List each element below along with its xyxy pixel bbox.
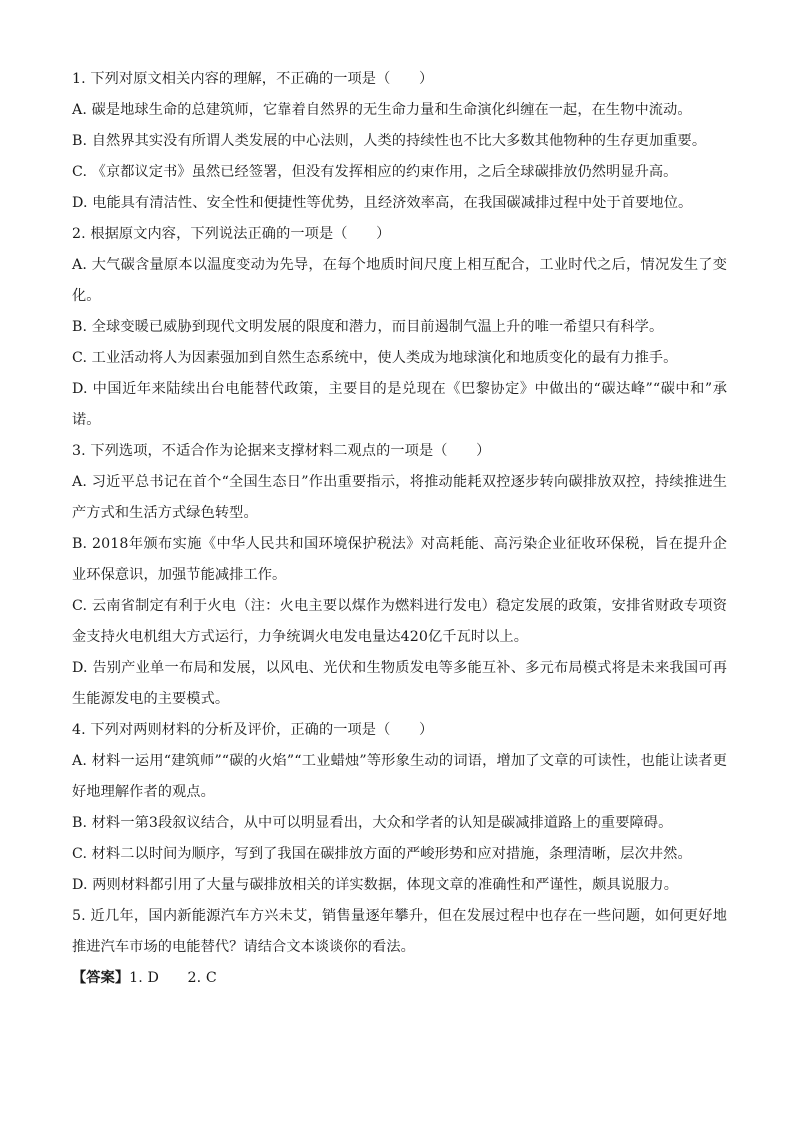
option-a: A. 习近平总书记在首个“全国生态日”作出重要指示，将推动能耗双控逐步转向碳排放双控，持续推进生产方式和生活方式绿色转型。: [72, 474, 727, 521]
question-stem: 4. 下列对两则材料的分析及评价，正确的一项是（ ）: [72, 722, 434, 738]
document-page: [72, 64, 727, 994]
question-stem: 1. 下列对原文相关内容的理解，不正确的一项是（ ）: [72, 71, 434, 87]
question-stem: 2. 根据原文内容，下列说法正确的一项是（ ）: [72, 226, 391, 242]
question-3: [72, 436, 727, 715]
question-5: [72, 901, 727, 963]
option-b: B. 全球变暖已威胁到现代文明发展的限度和潜力，而目前遏制气温上升的唯一希望只有科学。: [72, 319, 664, 335]
answer-tag: 【答案】: [72, 970, 130, 986]
option-b: B. 2018年颁布实施《中华人民共和国环境保护税法》对高耗能、高污染企业征收环保税，旨在提升企业环保意识，加强节能减排工作。: [72, 536, 727, 583]
option-b: B. 自然界其实没有所谓人类发展的中心法则，人类的持续性也不比大多数其他物种的生存更加重要。: [72, 133, 707, 149]
option-c: C. 《京都议定书》虽然已经签署，但没有发挥相应的约束作用，之后全球碳排放仍然明显升高。: [72, 164, 678, 180]
option-a: A. 大气碳含量原本以温度变动为先导，在每个地质时间尺度上相互配合，工业时代之后，情况发生了变化。: [72, 257, 727, 304]
option-d: D. 电能具有清洁性、安全性和便捷性等优势，且经济效率高，在我国碳减排过程中处于首要地位。: [72, 195, 693, 211]
option-c: C. 材料二以时间为顺序，写到了我国在碳排放方面的严峻形势和应对措施，条理清晰，层次井然。: [72, 846, 692, 862]
answer-text: 1. D 2. C: [129, 970, 217, 986]
question-4: [72, 715, 727, 901]
option-c: C. 云南省制定有利于火电（注：火电主要以煤作为燃料进行发电）稳定发展的政策，安排省财政专项资金支持火电机组大方式运行，力争统调火电发电量达420亿千瓦时以上。: [72, 598, 727, 645]
question-1: [72, 64, 727, 219]
question-stem: 3. 下列选项，不适合作为论据来支撑材料二观点的一项是（ ）: [72, 443, 491, 459]
answer-line: [72, 963, 727, 994]
option-d: D. 两则材料都引用了大量与碳排放相关的详实数据，体现文章的准确性和严谨性，颇具说服力。: [72, 877, 678, 893]
question-2: [72, 219, 727, 436]
option-b: B. 材料一第3段叙议结合，从中可以明显看出，大众和学者的认知是碳减排道路上的重要障碍。: [72, 815, 673, 831]
option-a: A. 碳是地球生命的总建筑师，它靠着自然界的无生命力量和生命演化纠缠在一起，在生物中流动。: [72, 102, 692, 118]
option-d: D. 告别产业单一布局和发展，以风电、光伏和生物质发电等多能互补、多元布局模式将是未来我国可再生能源发电的主要模式。: [72, 660, 727, 707]
option-c: C. 工业活动将人为因素强加到自然生态系统中，使人类成为地球演化和地质变化的最有力推手。: [72, 350, 678, 366]
option-a: A. 材料一运用“建筑师”“碳的火焰”“工业蜡烛”等形象生动的词语，增加了文章的可读性，也能让读者更好地理解作者的观点。: [72, 753, 727, 800]
question-stem: 5. 近几年，国内新能源汽车方兴未艾，销售量逐年攀升，但在发展过程中也存在一些问题，如何更好地推进汽车市场的电能替代？请结合文本谈谈你的看法。: [72, 908, 727, 955]
option-d: D. 中国近年来陆续出台电能替代政策，主要目的是兑现在《巴黎协定》中做出的“碳达峰”“碳中和”承诺。: [72, 381, 727, 428]
